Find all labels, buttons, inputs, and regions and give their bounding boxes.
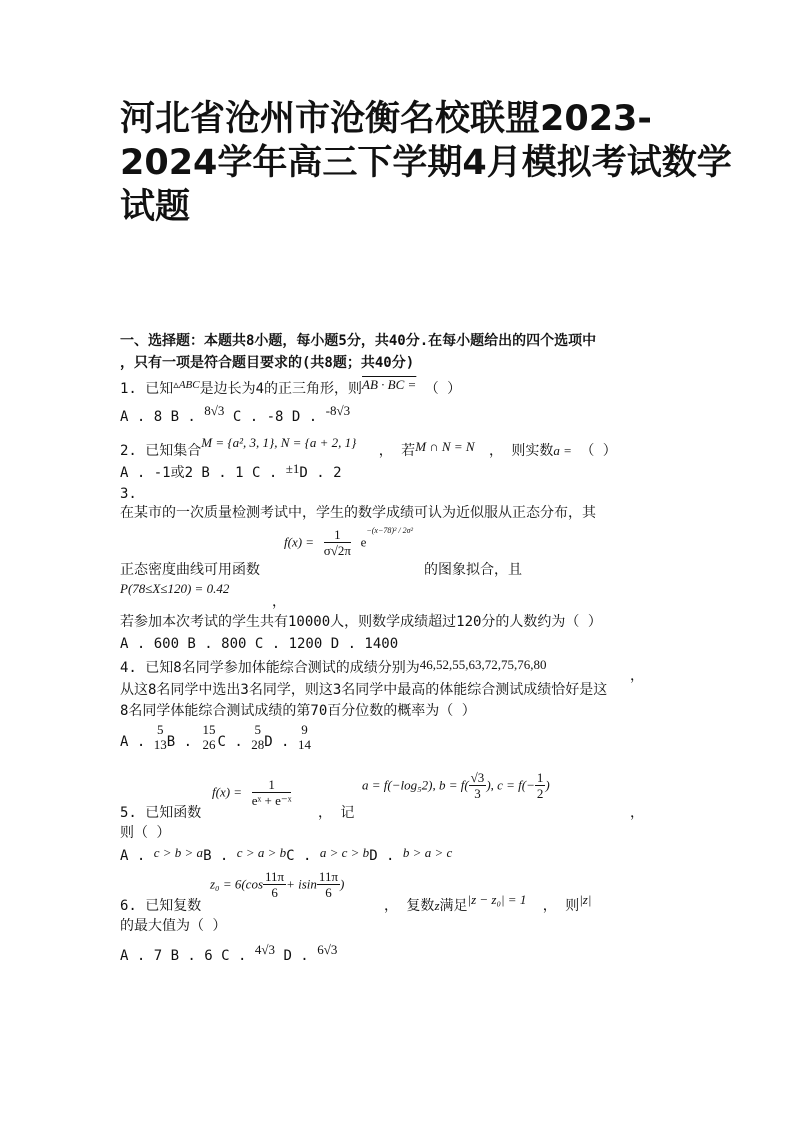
q2-sets: M = {a², 3, 1}, N = {a + 2, 1}: [201, 435, 357, 450]
q5-fraction: [252, 777, 292, 808]
q5-function: [212, 777, 291, 808]
q4-fb-den: 26: [202, 737, 216, 752]
q3-density-formula: [284, 527, 413, 558]
q5-then: 则（ ）: [120, 825, 171, 841]
q5-sq-den: 3: [474, 786, 481, 801]
q6-z0-formula: [210, 869, 344, 900]
q4-line-2: 从这8名同学中选出3名同学，则这3名同学中最高的体能综合测试成绩恰好是这: [120, 682, 608, 698]
q6-sin-num: 11π: [318, 869, 339, 884]
q4-options: [120, 722, 311, 752]
q4-scores: 46,52,55,63,72,75,76,80: [419, 657, 547, 672]
q6-line-2: 的最大值为（ ）: [120, 918, 227, 934]
q2-tail-label: ， 则实数: [488, 443, 554, 459]
q5-option-c: a > c > b: [319, 845, 370, 860]
q2-options: [120, 463, 342, 483]
q1-option-c-d: C . -8 D .: [232, 409, 318, 425]
q1-tail: （ ）: [424, 381, 462, 397]
q5-half-fraction: [535, 770, 546, 801]
q1-option-d-value: -8√3: [325, 403, 351, 418]
q3-line-2-tail: 的图象拟合，且: [424, 562, 522, 578]
q4-fb-num: 15: [202, 722, 216, 737]
q5-def-a-b: a = f(−log₅2), b = f(: [362, 777, 469, 793]
q2-cond-label: ， 若: [378, 443, 416, 459]
q3-options: A . 600 B . 800 C . 1200 D . 1400: [120, 636, 399, 652]
q5-option-b-label: B .: [203, 848, 229, 864]
q2-condition: M ∩ N = N: [415, 439, 475, 454]
q5-half-num: 1: [536, 770, 544, 785]
q5-options: [120, 846, 452, 866]
document-title-line-1: 河北省沧州市沧衡名校联盟2023-: [120, 99, 652, 139]
q5-comma: ，: [630, 805, 644, 821]
q6-abs-condition: |z − z₀| = 1: [467, 892, 527, 907]
q4-fd-den: 14: [297, 737, 311, 752]
q4-option-a-fraction: [154, 722, 167, 752]
q3-line-1: 在某市的一次质量检测考试中，学生的数学成绩可认为近似服从正态分布，其: [120, 505, 596, 521]
q6-option-c-value: 4√3: [254, 942, 276, 957]
q4-line-3: 8名同学体能综合测试成绩的第70百分位数的概率为（ ）: [120, 703, 476, 719]
q6-options-a: A . 7 B . 6 C .: [120, 948, 247, 964]
q1-option-b-value: 8√3: [204, 403, 225, 418]
q1-options: [120, 403, 351, 427]
q5-option-c-label: C .: [286, 848, 312, 864]
q2-tail: （ ）: [580, 443, 617, 459]
q4-fc-num: 5: [254, 722, 261, 737]
document-title-line-2: 2024学年高三下学期4月模拟考试数学: [120, 143, 732, 183]
q5-definitions: [362, 770, 550, 801]
q5-mid: ， 记: [318, 805, 355, 821]
q3-line-2: 正态密度曲线可用函数: [120, 562, 260, 578]
q6-options: [120, 942, 338, 966]
q6-satisfies: 满足: [439, 898, 468, 914]
q6-then: ， 则: [542, 898, 580, 914]
question-4: [120, 658, 546, 678]
q5-option-b: c > a > b: [236, 845, 287, 860]
q5-option-a-label: A .: [120, 848, 146, 864]
q5-option-d-label: D .: [369, 848, 395, 864]
q5-sq-num: √3: [470, 770, 485, 785]
q2-variable: a =: [553, 443, 572, 458]
q5-sqrt3-fraction: [469, 770, 487, 801]
q4-option-c-fraction: [251, 722, 264, 752]
q3-fraction-den: σ√2π: [323, 543, 351, 558]
q6-cos-den: 6: [271, 885, 278, 900]
q3-comma: ，: [272, 594, 286, 610]
q6-sin-den: 6: [325, 885, 332, 900]
q3-probability: P(78≤X≤120) = 0.42: [120, 581, 230, 596]
q2-prefix: 2. 已知集合: [120, 443, 202, 459]
q6-option-d-value: 6√3: [317, 942, 338, 957]
q5-def-close: ): [545, 777, 550, 793]
q6-mid-line: [384, 892, 592, 916]
q6-options-b: D .: [283, 948, 309, 964]
q3-exponent: −(x−78)² / 2σ²: [366, 526, 413, 535]
q4-fc-den: 28: [251, 737, 265, 752]
q6-mid: ， 复数: [384, 898, 435, 914]
q4-comma: ，: [630, 668, 644, 684]
question-1: [120, 379, 461, 400]
q6-prefix: 6. 已知复数: [120, 898, 202, 914]
q2-options-a: A . -1或2 B . 1 C .: [120, 465, 278, 481]
q4-fa-den: 13: [153, 737, 167, 752]
q6-plus: + isin: [286, 876, 317, 892]
q6-cos-num: 11π: [265, 869, 285, 884]
q4-option-b-label: B .: [166, 734, 193, 750]
q4-prefix: 4. 已知8名同学参加体能综合测试的成绩分别为: [120, 660, 420, 676]
document-title-line-3: 试题: [120, 187, 191, 227]
section-heading-line-1: 一、选择题：本题共8小题，每小题5分，共40分.在每小题给出的四个选项中: [120, 333, 597, 349]
section-heading-line-2: ，只有一项是符合题目要求的(共8题；共40分): [120, 355, 415, 371]
q1-prefix: 1. 已知: [120, 381, 174, 397]
q5-fx: f(x) =: [212, 784, 243, 800]
question-2: [120, 435, 617, 461]
q5-option-a: c > b > a: [153, 845, 204, 860]
q6-close: ): [340, 876, 345, 892]
q2-options-b: D . 2: [299, 465, 342, 481]
q3-fraction: [324, 527, 351, 558]
q6-sin-fraction: [317, 869, 340, 900]
q3-e: e: [360, 534, 367, 550]
q6-abs-z: |z|: [579, 892, 592, 907]
q3-number: 3.: [120, 486, 137, 502]
q4-fd-num: 9: [301, 722, 308, 737]
q4-fa-num: 5: [156, 722, 164, 737]
q4-option-a-label: A .: [120, 734, 146, 750]
q5-def-c: ), c = f(−: [486, 777, 535, 793]
q1-mid: 是边长为4的正三角形，则: [199, 381, 363, 397]
q5-prefix: 5. 已知函数: [120, 805, 202, 821]
q6-z: z: [434, 898, 440, 913]
q4-option-c-label: C .: [217, 734, 243, 750]
q5-fraction-den: eˣ + e⁻ˣ: [251, 793, 292, 808]
q4-option-d-label: D .: [264, 734, 290, 750]
q3-fx: f(x) =: [284, 534, 315, 550]
q4-option-b-fraction: [200, 722, 217, 752]
q6-z0: z₀ = 6(cos: [210, 876, 264, 892]
q4-option-d-fraction: [298, 722, 311, 752]
q3-line-3: 若参加本次考试的学生共有10000人，则数学成绩超过120分的人数约为（ ）: [120, 614, 602, 630]
q1-option-a-b: A . 8 B .: [120, 409, 196, 425]
q5-fraction-num: 1: [252, 777, 292, 793]
q6-cos-fraction: [263, 869, 286, 900]
q5-option-d: b > a > c: [402, 845, 453, 860]
q2-option-c-value: ±1: [285, 461, 300, 476]
q1-vector-expression: AB · BC =: [362, 377, 417, 392]
q1-triangle: ▵ABC: [173, 379, 200, 391]
q5-half-den: 2: [536, 786, 544, 801]
q3-fraction-num: 1: [324, 527, 351, 543]
